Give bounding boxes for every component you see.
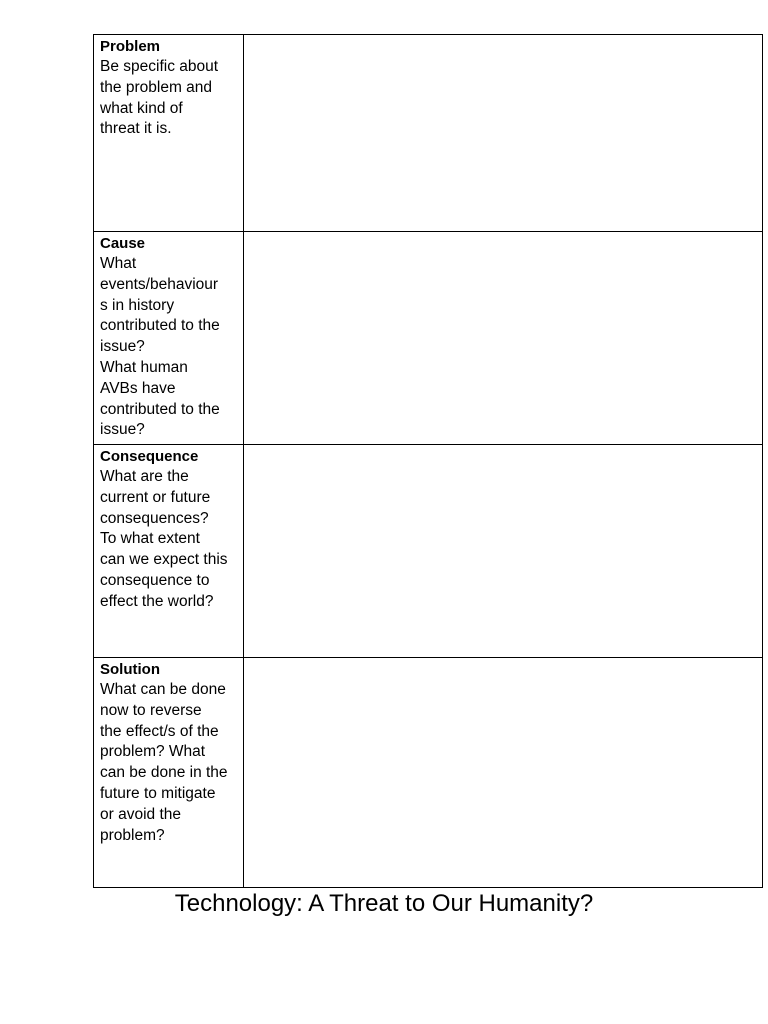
solution-prompt-line: What can be done (100, 681, 226, 698)
cause-prompt-line: issue? (100, 338, 145, 356)
consequence-prompt-line: consequence to (100, 571, 210, 589)
solution-heading: Solution (100, 661, 160, 678)
consequence-prompt-line: can we expect this (100, 551, 228, 569)
consequence-prompt-line: To what extent (100, 530, 200, 548)
cause-prompt-line: What human (100, 358, 188, 376)
consequence-prompt-line: What are the (100, 468, 189, 485)
cause-prompt-line: issue? (100, 421, 145, 439)
solution-prompt-line: or avoid the (100, 805, 181, 823)
cause-heading: Cause (100, 235, 146, 252)
solution-answer-cell[interactable] (244, 658, 763, 888)
cause-answer-cell[interactable] (244, 232, 763, 445)
cause-prompt-line: events/behaviour (100, 275, 219, 293)
cause-prompt-line: AVBs have (100, 379, 176, 397)
solution-prompt-line: problem? (100, 826, 165, 844)
consequence-label-cell (94, 445, 244, 658)
solution-prompt-line: the effect/s of the (100, 722, 219, 740)
solution-row (94, 658, 763, 888)
solution-prompt-line: future to mitigate (100, 784, 216, 802)
page-title: Technology: A Threat to Our Humanity? (174, 890, 594, 917)
cause-prompt-line: contributed to the (100, 317, 220, 335)
problem-prompt-line: Be specific about (100, 58, 219, 75)
cause-prompt-line: What (100, 255, 137, 272)
consequence-answer-cell[interactable] (244, 445, 763, 658)
problem-prompt-line: the problem and (100, 78, 213, 96)
consequence-prompt-line: consequences? (100, 509, 209, 527)
problem-prompt-line: threat it is. (100, 120, 172, 138)
consequence-heading: Consequence (100, 448, 199, 465)
problem-prompt-line: what kind of (100, 99, 183, 117)
solution-prompt-line: problem? What (100, 743, 206, 761)
consequence-prompt-line: current or future (100, 488, 211, 506)
solution-prompt-line: now to reverse (100, 701, 202, 719)
consequence-prompt-line: effect the world? (100, 592, 214, 610)
solution-label-cell (94, 658, 244, 888)
solution-prompt-line: can be done in the (100, 764, 228, 782)
problem-answer-cell[interactable] (244, 35, 763, 232)
problem-heading: Problem (100, 38, 161, 55)
cause-label-cell (94, 232, 244, 445)
problem-row (94, 35, 763, 232)
problem-label-cell (94, 35, 244, 232)
worksheet-table (93, 34, 763, 888)
cause-row (94, 232, 763, 445)
cause-prompt-line: contributed to the (100, 400, 220, 418)
consequence-row (94, 445, 763, 658)
cause-prompt-line: s in history (100, 296, 175, 314)
